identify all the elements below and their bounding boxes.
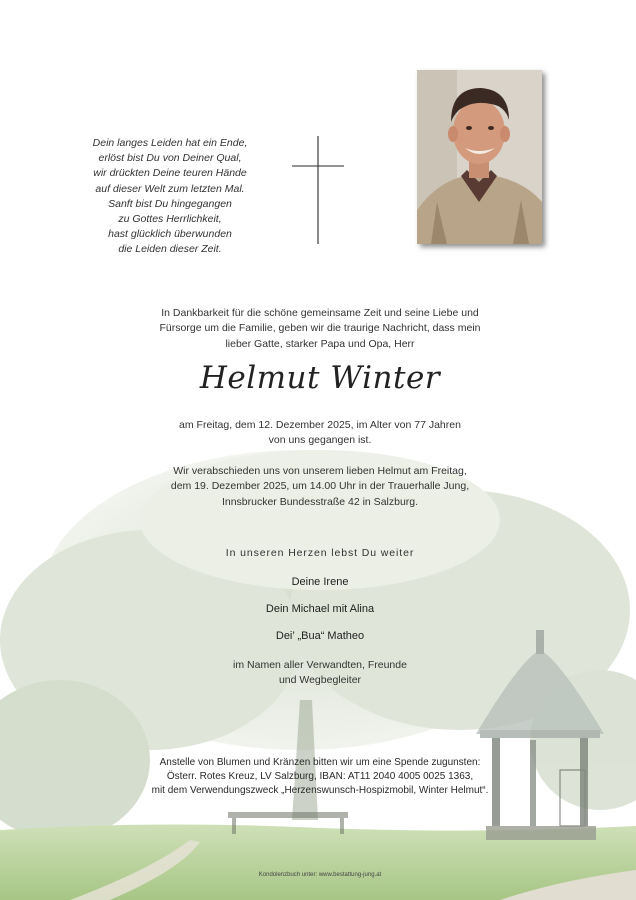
relatives-note [120,658,520,689]
donation-line: mit dem Verwendungszweck „Herzenswunsch-Hospizmobil, Winter Helmut“. [151,785,489,796]
death-line: von uns gegangen ist. [268,434,372,447]
mourner-name: Dei’ „Bua“ Matheo [275,630,365,642]
donation-request [100,756,540,798]
relatives-line: und Wegbegleiter [278,674,362,687]
poem-line: erlöst bist Du von Deiner Qual, [98,152,242,165]
condolence-link[interactable]: Kondolenzbuch unter: www.bestattung-jung.at [258,872,382,878]
poem-line: Sanft bist Du hingegangen [108,197,232,210]
intro-line: lieber Gatte, starker Papa und Opa, Herr [225,337,415,350]
funeral-line: Wir verabschieden uns von unserem lieben Helmut am Freitag, [173,465,467,477]
poem-line: zu Gottes Herrlichkeit, [118,213,222,226]
mourner-name: Dein Michael mit Alina [265,603,375,615]
funeral-info [120,464,520,510]
poem-line: die Leiden dieser Zeit. [118,243,222,256]
intro-text [120,306,520,352]
death-line: am Freitag, dem 12. Dezember 2025, im Alter von 77 Jahren [179,419,461,431]
intro-line: In Dankbarkeit für die schöne gemeinsame Zeit und seine Liebe und [161,307,479,319]
portrait-photo [417,70,542,244]
intro-line: Fürsorge um die Familie, geben wir die traurige Nachricht, dass mein [159,322,481,335]
poem-line: hast glücklich überwunden [108,228,232,241]
poem-line: wir drückten Deine teuren Hände [93,167,247,180]
deceased-name: Helmut Winter [199,360,441,396]
mourner-name: Deine Irene [291,576,349,588]
poem-line: Dein langes Leiden hat ein Ende, [92,137,248,149]
donation-line: Österr. Rotes Kreuz, LV Salzburg, IBAN: AT11 2040 4005 0025 1363, [166,771,474,782]
funeral-line: dem 19. Dezember 2025, um 14.00 Uhr in der Trauerhalle Jung, [170,480,470,493]
poem [60,136,280,258]
poem-line: auf dieser Welt zum letzten Mal. [95,182,245,195]
relatives-line: im Namen aller Verwandten, Freunde [233,659,407,671]
funeral-line: Innsbrucker Bundesstraße 42 in Salzburg. [221,495,419,508]
cross-icon [292,136,344,246]
donation-line: Anstelle von Blumen und Kränzen bitten wir um eine Spende zugunsten: [159,757,481,768]
motto: In unseren Herzen lebst Du weiter [225,547,415,559]
death-notice [120,418,520,449]
